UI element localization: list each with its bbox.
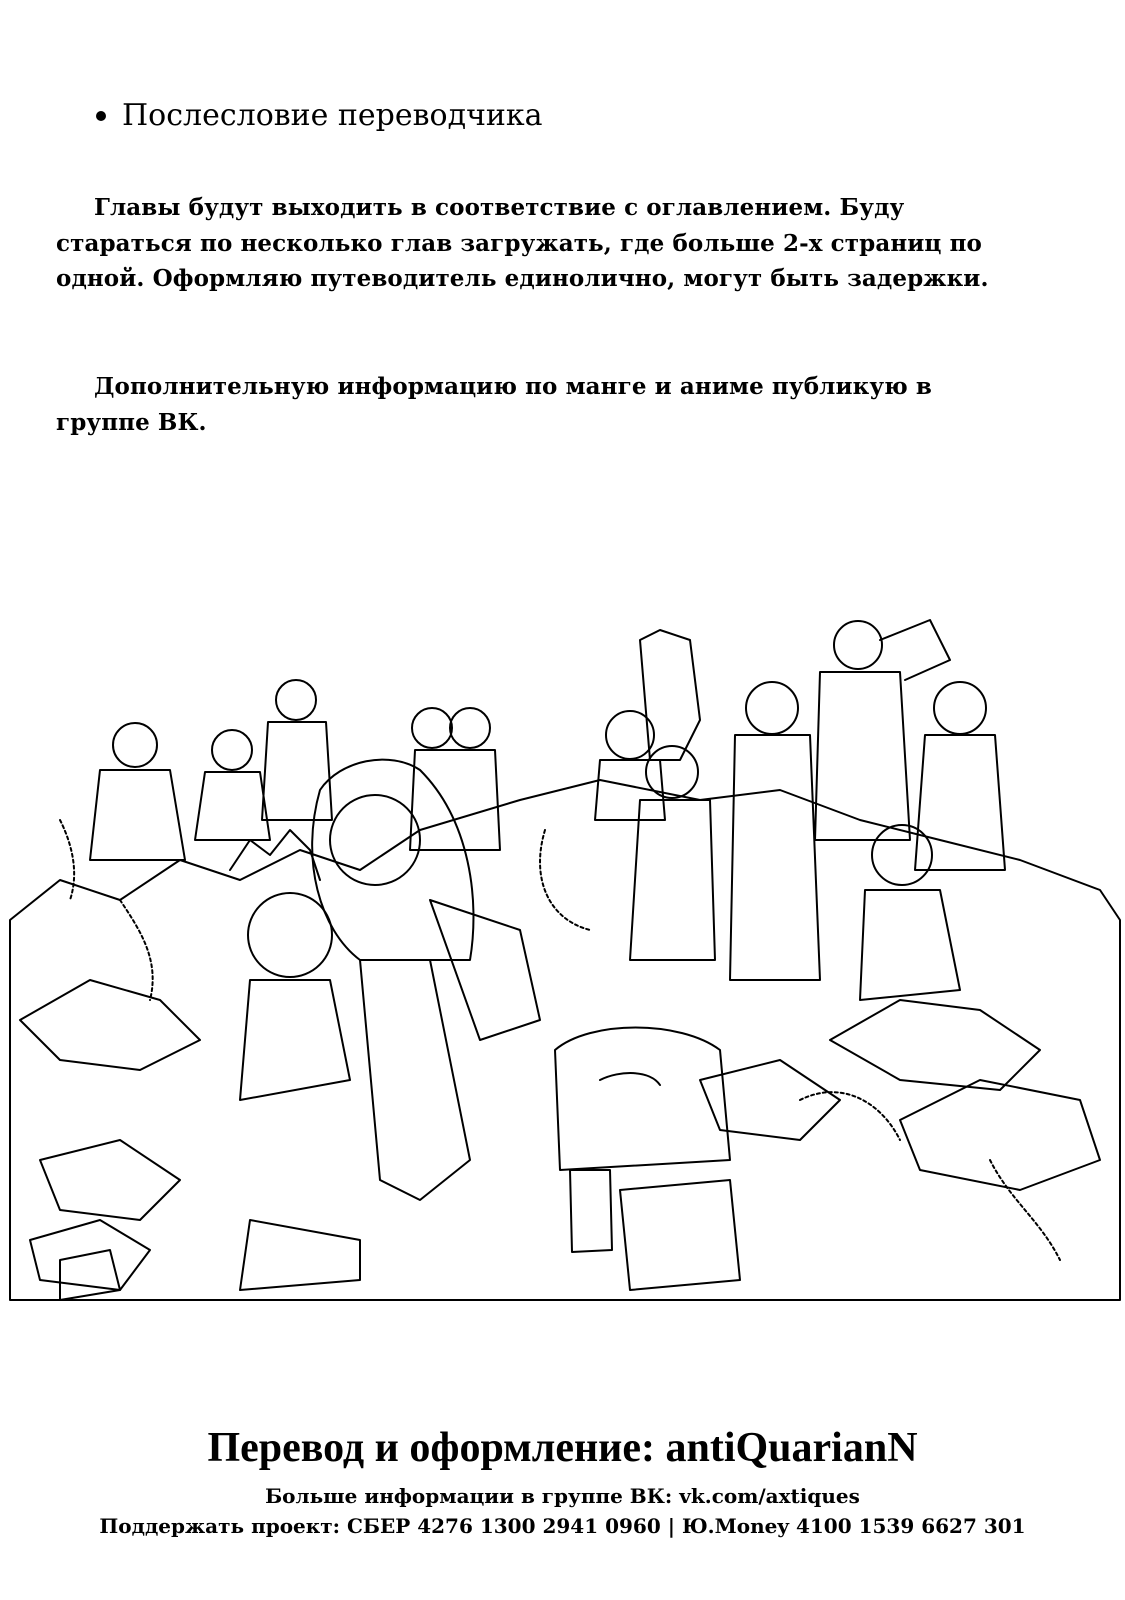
vk-group-info: Больше информации в группе ВК: vk.com/axtiques	[265, 1484, 860, 1508]
afterword-paragraph-schedule: Главы будут выходить в соответствие с оглавлением. Буду стараться по несколько глав загружать, где больше 2-х страниц по одной. Оформляю путеводитель единолично, могут быть задержки.	[56, 194, 989, 292]
afterword-heading	[96, 98, 543, 133]
manga-group-illustration	[0, 600, 1125, 1320]
afterword-heading-text: Послесловие переводчика	[122, 98, 543, 133]
translation-credit: Перевод и оформление: antiQuarianN	[207, 1425, 918, 1471]
bullet-icon	[96, 111, 106, 121]
support-project-info: Поддержать проект: СБЕР 4276 1300 2941 0960 | Ю.Money 4100 1539 6627 301	[99, 1514, 1026, 1538]
afterword-paragraph-info: Дополнительную информацию по манге и аниме публикую в группе ВК.	[56, 373, 933, 436]
